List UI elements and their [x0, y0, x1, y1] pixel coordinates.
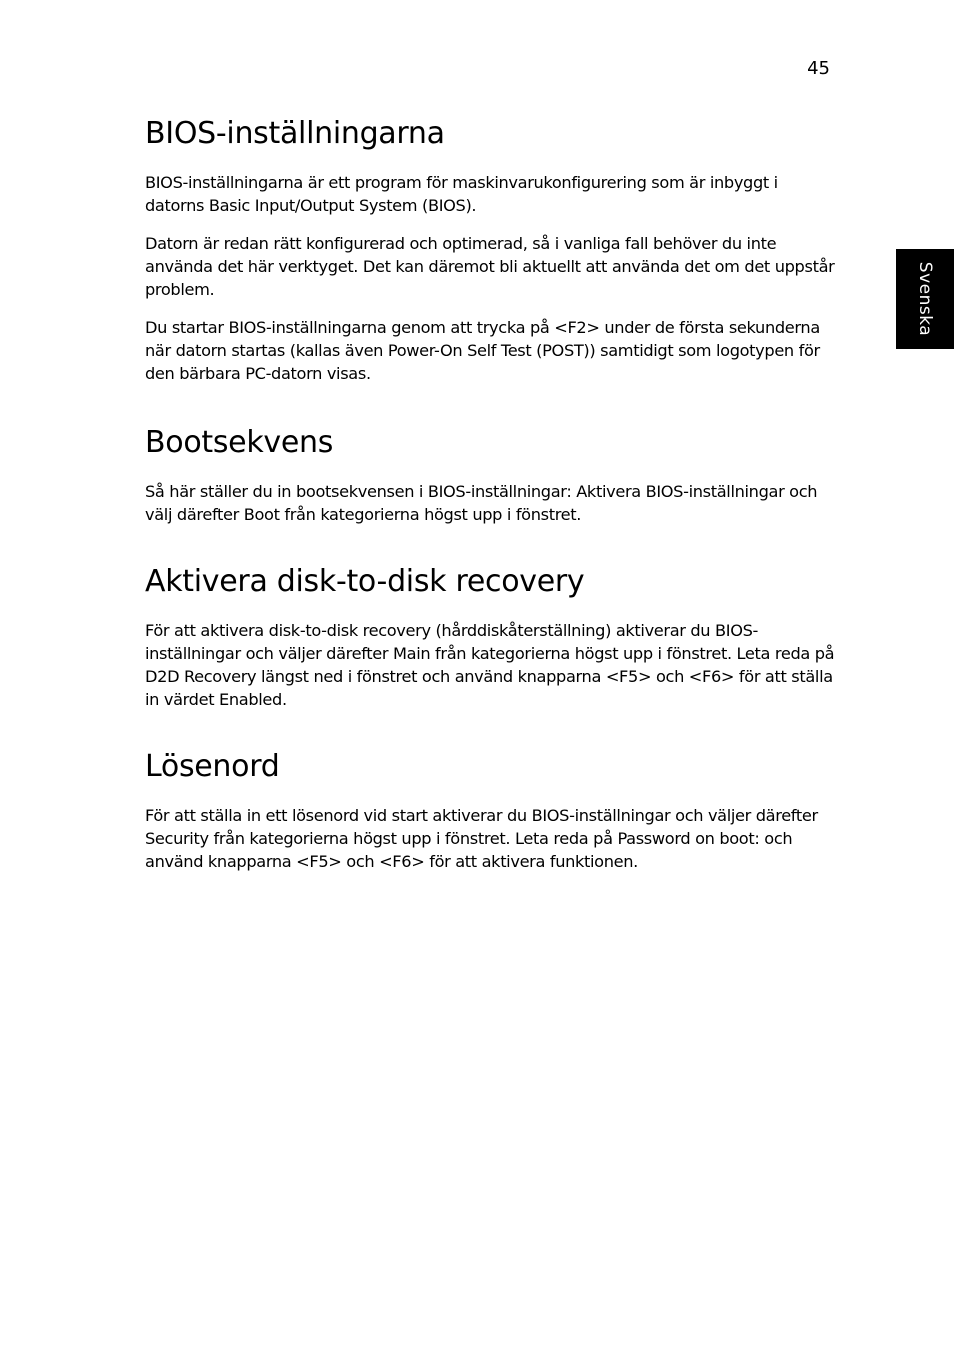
page-number: 45 [807, 58, 830, 79]
section-title: Aktivera disk-to-disk recovery [145, 564, 585, 599]
key-f5: <F5> [605, 667, 652, 686]
text-run: För att aktivera disk-to-disk recovery (hårddiskåterställning) aktiverar du BIOS-inställningar och väljer därefter [145, 621, 759, 663]
menu-security: Security [145, 829, 209, 848]
section-title: BIOS-inställningarna [145, 116, 445, 151]
menu-main: Main [393, 644, 431, 663]
text-run: för att aktivera funktionen. [424, 852, 638, 871]
paragraph [145, 804, 835, 873]
text-run: Du startar BIOS-inställningarna genom att trycka på [145, 318, 555, 337]
text-run: under de första sekunderna när datorn startas (kallas även Power-On Self Test (POST)) samtidigt som logotypen för den bärbara PC-datorn visas. [145, 318, 820, 383]
paragraph: BIOS-inställningarna är ett program för maskinvarukonfigurering som är inbyggt i datorns Basic Input/Output System (BIOS). [145, 173, 778, 215]
section-bios-settings [145, 114, 835, 385]
text-run: och [341, 852, 380, 871]
paragraph [145, 480, 835, 526]
section-password [145, 747, 835, 873]
text-run: längst ned i fönstret och använd knapparna [256, 667, 606, 686]
text-run: . [281, 690, 287, 709]
key-f5: <F5> [296, 852, 342, 871]
text-run: och [651, 667, 689, 686]
section-title: Bootsekvens [145, 425, 334, 460]
text-run: För att ställa in ett lösenord vid start aktiverar du BIOS-inställningar och väljer därefter [145, 806, 818, 825]
paragraph [145, 316, 835, 385]
value-enabled: Enabled [219, 690, 282, 709]
section-boot-sequence [145, 423, 835, 526]
key-f2: <F2> [554, 318, 600, 337]
text-run: och använd knapparna [145, 829, 793, 871]
paragraph: Datorn är redan rätt konfigurerad och optimerad, så i vanliga fall behöver du inte använda det här verktyget. Det kan däremot bli aktuellt att använda det om det uppstår problem. [145, 234, 835, 299]
section-title: Lösenord [145, 749, 280, 784]
text-run: från kategorierna högst upp i fönstret. Leta reda på [430, 644, 835, 663]
paragraph [145, 619, 835, 711]
key-f6: <F6> [688, 667, 735, 686]
section-disk-to-disk-recovery [145, 562, 835, 711]
text-run: Så här ställer du in bootsekvensen i BIOS-inställningar: Aktivera BIOS-inställningar och välj därefter [145, 482, 818, 524]
option-d2d-recovery: D2D Recovery [145, 667, 257, 686]
text-run: för att ställa in värdet [145, 667, 833, 709]
text-run: från kategorierna högst upp i fönstret. [279, 505, 582, 524]
text-run: från kategorierna högst upp i fönstret. Leta reda på [208, 829, 618, 848]
key-f6: <F6> [379, 852, 425, 871]
menu-boot: Boot [243, 505, 280, 524]
document-body [145, 114, 835, 909]
language-side-tab [896, 249, 954, 349]
option-password-on-boot: Password on boot: [617, 829, 760, 848]
language-label: Svenska [915, 261, 935, 337]
